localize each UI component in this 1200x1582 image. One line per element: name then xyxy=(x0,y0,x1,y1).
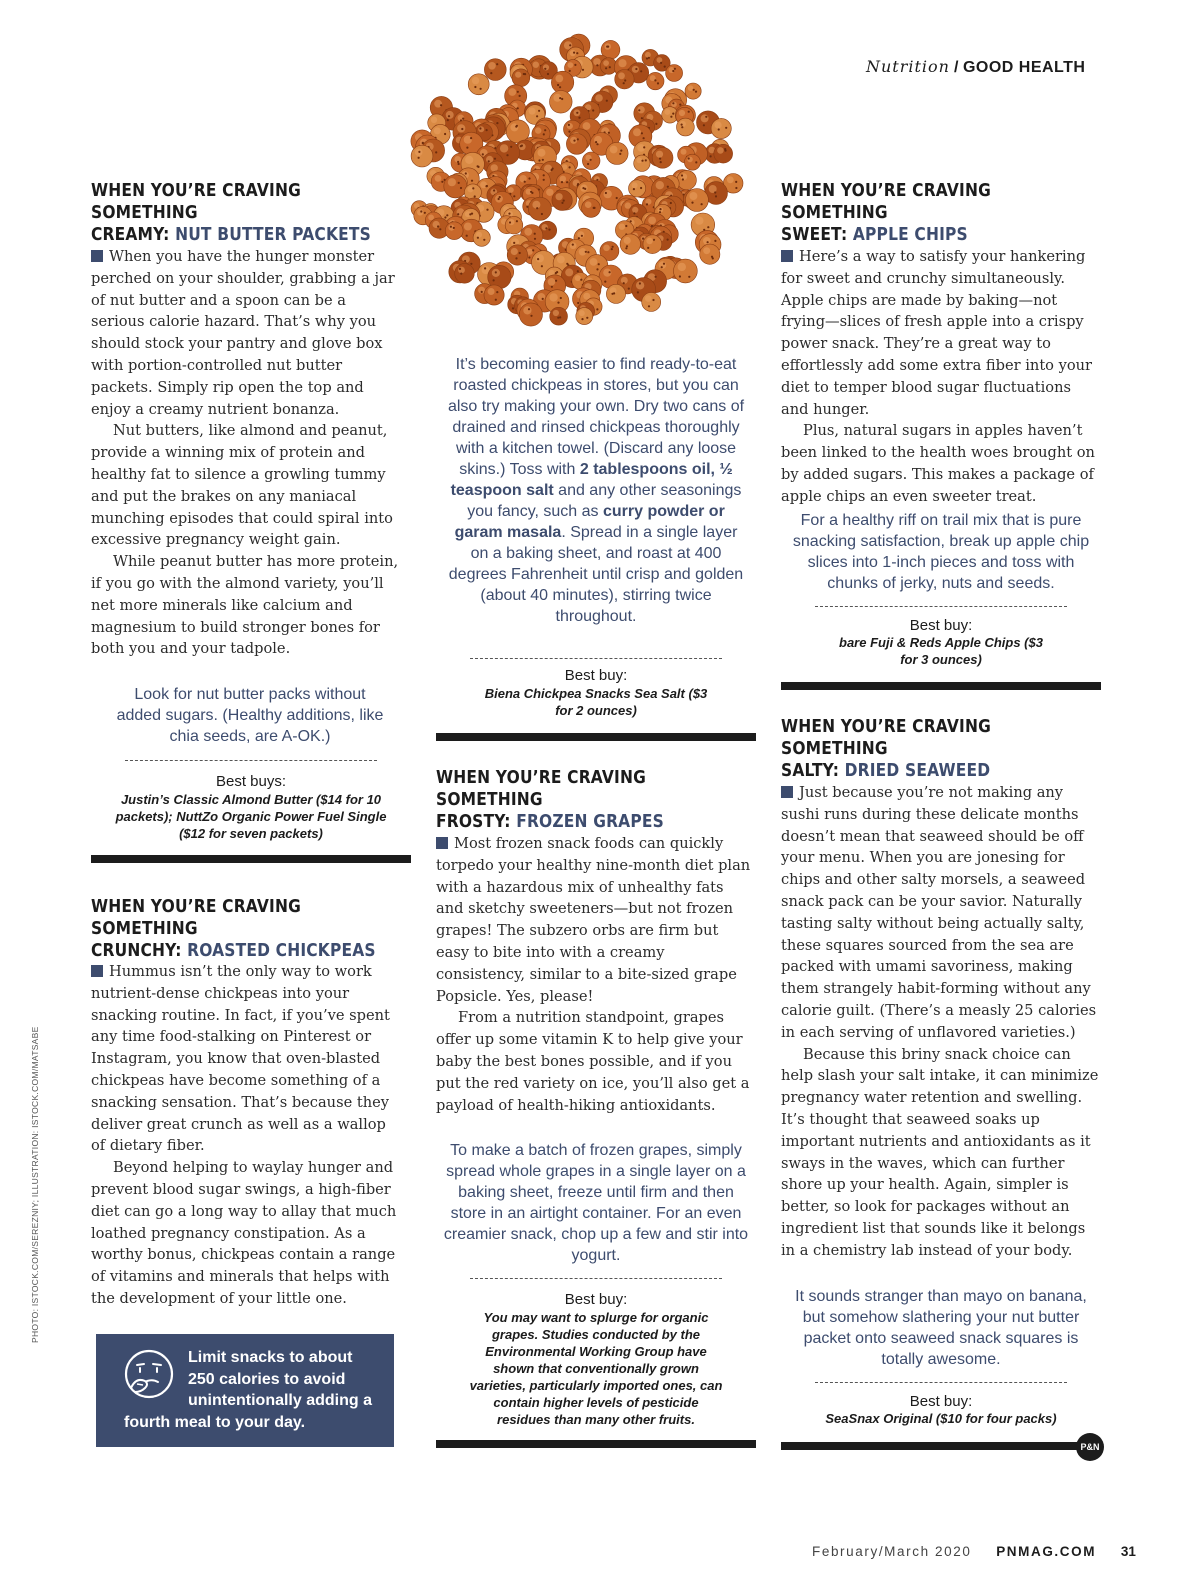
salty-heading-label: SALTY: xyxy=(781,760,840,781)
chickpea xyxy=(505,216,523,234)
chickpea xyxy=(606,142,628,164)
creamy-tip: Look for nut butter packs without added sugars. (Healthy additions, like chia seeds, are A-OK.) xyxy=(116,686,384,745)
frosty-best-buy-title: Best buy: xyxy=(564,1291,628,1308)
chickpea xyxy=(550,307,568,325)
divider-dashed xyxy=(470,658,722,659)
sweet-heading xyxy=(781,180,1091,246)
chickpea xyxy=(652,147,673,168)
chickpea xyxy=(576,308,593,325)
chickpea xyxy=(507,245,527,265)
frosty-heading-prefix: WHEN YOU’RE CRAVING SOMETHING xyxy=(436,767,646,810)
chickpea xyxy=(634,155,650,171)
chickpea xyxy=(551,71,573,93)
crunchy-paragraph-2: Beyond helping to waylay hunger and prevent blood sugar swings, a high-fiber diet can go a long way to allay that much loathed pregnancy constipation. As a worthy bonus, chickpeas contain a range of vitamins and minerals that helps with the development of your little one. xyxy=(91,1159,397,1307)
chickpea xyxy=(714,144,733,163)
crunchy-paragraph-1: Hummus isn’t the only way to work nutrient-dense chickpeas into your snacking routine. In fact, if you’ve spent any time food-stalking on Pinterest or Instagram, you know that oven-blasted chickpeas have become something of a snacking sensation. That’s because they deliver great crunch as well as a wallop of dietary fiber. xyxy=(91,963,390,1155)
chickpea xyxy=(700,244,720,264)
salty-best-buy-title: Best buy: xyxy=(909,1393,973,1410)
divider-dashed xyxy=(125,760,377,761)
callout-icon-spacer xyxy=(124,1347,188,1411)
chickpea xyxy=(711,118,731,138)
crunchy-tip xyxy=(447,354,745,627)
sweet-body xyxy=(781,246,1099,508)
footer-page-number: 31 xyxy=(1120,1544,1136,1559)
divider-dashed xyxy=(815,1382,1067,1383)
sweet-best-buy-title: Best buy: xyxy=(909,617,973,634)
crunchy-tip-d: curry powder or garam masala xyxy=(454,503,725,541)
frosty-paragraph-2: From a nutrition standpoint, grapes offer up some vitamin K to help give your baby the best bones possible, and if you put the red variety on ice, you’ll also get a payload of health-hiking antioxidants. xyxy=(436,1009,750,1114)
end-mark: P&N xyxy=(1076,1433,1104,1461)
square-bullet-icon xyxy=(781,786,793,798)
sweet-heading-prefix: WHEN YOU’RE CRAVING SOMETHING xyxy=(781,180,991,223)
chickpea xyxy=(566,134,587,155)
salty-tip: It sounds stranger than mayo on banana, but somehow slathering your nut butter packet onto seaweed snack squares is totally awesome. xyxy=(795,1288,1087,1368)
frosty-heading-accent: FROZEN GRAPES xyxy=(516,811,664,832)
crunchy-best-buy-title: Best buy: xyxy=(564,667,628,684)
chickpea xyxy=(582,199,601,218)
chickpea xyxy=(615,70,634,89)
crunchy-tip-b: 2 tablespoons oil, ½ teaspoon salt xyxy=(450,461,733,499)
section-rule xyxy=(91,855,411,863)
chickpea xyxy=(606,284,625,303)
crunchy-tip-c: and any other seasonings you fancy, such as xyxy=(467,482,742,520)
chickpea xyxy=(685,189,708,212)
sweet-heading-label: SWEET: xyxy=(781,224,848,245)
creamy-heading-label: CREAMY: xyxy=(91,224,170,245)
header-separator: / xyxy=(953,59,959,76)
callout-text-wrap xyxy=(124,1347,379,1433)
creamy-heading xyxy=(91,180,401,246)
chickpea xyxy=(484,59,506,81)
chickpea xyxy=(552,190,572,210)
salty-body xyxy=(781,782,1101,1262)
chickpea xyxy=(642,293,661,312)
crunchy-tip-a: It’s becoming easier to find ready-to-eat roasted chickpeas in stores, but you can also try making your own. Dry two cans of drained and rinsed chickpeas thoroughly with a kitchen towel. (Discard any loose skins.) Toss with xyxy=(447,356,745,478)
crunchy-heading xyxy=(91,896,401,962)
chickpea xyxy=(484,285,504,305)
calorie-callout xyxy=(96,1334,394,1447)
section-rule xyxy=(436,733,756,741)
salty-paragraph-2: Because this briny snack choice can help slash your salt intake, it can minimize pregnancy water retention and swelling. It’s thought that seaweed soaks up important nutrients and antioxidants as it sways in the waves, which can further shore up your health. Again, simpler is better, so look for packages without an ingredient list that sounds like it belongs in a chemistry lab instead of your body. xyxy=(781,1045,1099,1259)
chickpea xyxy=(519,303,542,326)
crunchy-body xyxy=(91,961,403,1310)
chickpea xyxy=(643,235,662,254)
chickpea xyxy=(582,152,600,170)
crunchy-tip-e: . Spread in a single layer on a baking sheet, and roast at 400 degrees Fahrenheit until crisp and golden (about 40 minutes), stirring twice throughout. xyxy=(448,524,744,625)
creamy-best-buy-title: Best buys: xyxy=(215,773,287,790)
square-bullet-icon xyxy=(436,837,448,849)
creamy-heading-prefix: WHEN YOU’RE CRAVING SOMETHING xyxy=(91,180,301,223)
salty-heading xyxy=(781,716,1091,782)
frosty-heading xyxy=(436,767,746,833)
chickpea xyxy=(468,74,489,95)
chickpea xyxy=(685,83,701,99)
roasted-chickpeas-photo xyxy=(400,30,750,335)
sweet-best-buy-item: bare Fuji & Reds Apple Chips ($3 for 3 ounces) xyxy=(839,635,1043,667)
salty-heading-prefix: WHEN YOU’RE CRAVING SOMETHING xyxy=(781,716,991,759)
chickpea xyxy=(445,222,463,240)
creamy-paragraph-3: While peanut butter has more protein, if you go with the almond variety, you’ll net more minerals like calcium and magnesium to build stronger bones for both you and your tadpole. xyxy=(91,553,399,658)
creamy-paragraph-1: When you have the hunger monster perched on your shoulder, grabbing a jar of nut butter and a spoon can be a serious calorie hazard. That’s why you should stock your pantry and glove box with portion-controlled nut butter packets. Simply rip open the top and enjoy a creamy nutrient bonanza. xyxy=(91,248,395,418)
salty-heading-accent: DRIED SEAWEED xyxy=(844,760,991,781)
chickpea xyxy=(620,234,640,254)
header-category: Nutrition xyxy=(866,57,950,76)
chickpea xyxy=(677,170,696,189)
chickpea xyxy=(455,264,475,284)
sweet-paragraph-1: Here’s a way to satisfy your hankering for sweet and crunchy simultaneously. Apple chips are made by baking—not frying—slices of fresh apple into a crispy power snack. They’re a great way to effortlessly add some extra fiber into your diet to temper blood sugar fluctuations and hunger. xyxy=(781,248,1093,418)
sweet-paragraph-2: Plus, natural sugars in apples haven’t been linked to the health woes brought on by added sugars. This makes a package of apple chips an even sweeter treat. xyxy=(781,422,1095,505)
footer xyxy=(812,1544,1136,1559)
sweet-tip: For a healthy riff on trail mix that is pure snacking satisfaction, break up apple chip slices into 1-inch pieces and toss with chunks of jerky, nuts and seeds. xyxy=(792,512,1090,592)
creamy-paragraph-2: Nut butters, like almond and peanut, provide a winning mix of protein and healthy fat to silence a growling tummy and put the brakes on any maniacal munching episodes that could spiral into excessive pregnancy weight gain. xyxy=(91,422,393,549)
frosty-best-buy-item: You may want to splurge for organic grapes. Studies conducted by the Environmental Working Group have shown that conventionally grown varieties, particularly imported ones, can contain higher levels of pesticide residues than many other fruits. xyxy=(469,1310,723,1427)
footer-site: PNMAG.COM xyxy=(996,1544,1097,1559)
creamy-best-buy-item: Justin’s Classic Almond Butter ($14 for 10 packets); NuttZo Organic Power Fuel Single ($12 for seven packets) xyxy=(115,792,387,841)
frosty-body xyxy=(436,833,754,1116)
chickpea xyxy=(684,154,700,170)
square-bullet-icon xyxy=(91,965,103,977)
section-rule xyxy=(436,1440,756,1448)
divider-dashed xyxy=(470,1278,722,1279)
footer-issue: February/March 2020 xyxy=(812,1544,972,1559)
photo-credit: PHOTO: ISTOCK.COM/SEREZNIY; ILLUSTRATION: ISTOCK.COM/MATSABE xyxy=(30,1026,40,1343)
chickpea xyxy=(512,69,530,87)
chickpea xyxy=(550,91,573,114)
chickpea xyxy=(411,145,433,167)
section-rule xyxy=(781,682,1101,690)
chickpea xyxy=(629,180,646,197)
salty-best-buy-item: SeaSnax Original ($10 for four packs) xyxy=(825,1411,1057,1426)
sweet-heading-accent: APPLE CHIPS xyxy=(852,224,968,245)
crunchy-heading-accent: ROASTED CHICKPEAS xyxy=(187,940,376,961)
crunchy-heading-label: CRUNCHY: xyxy=(91,940,182,961)
chickpea xyxy=(528,197,551,220)
creamy-body xyxy=(91,246,403,660)
chickpea xyxy=(674,259,698,283)
square-bullet-icon xyxy=(781,250,793,262)
section-rule xyxy=(781,1442,1081,1450)
frosty-paragraph-1: Most frozen snack foods can quickly torpedo your healthy nine-month diet plan with a hazardous mix of unhealthy fats and sketchy sweeteners—but not frozen grapes! The subzero orbs are firm but easy to bite into with a creamy consistency, similar to a bite-sized grape Popsicle. Yes, please! xyxy=(436,835,751,1005)
square-bullet-icon xyxy=(91,250,103,262)
divider-dashed xyxy=(815,606,1067,607)
chickpea xyxy=(677,118,695,136)
salty-paragraph-1: Just because you’re not making any sushi runs during these delicate months doesn’t mean that seaweed should be off your menu. When you are jonesing for chips and other salty morsels, a seaweed snack pack can be your savior. Naturally tasting salty without being actually salty, these squares sourced from the sea are packed with umami savoriness, making them strangely habit-forming without any calorie guilt. (There’s a measly 25 calories in each serving of unflavored varieties.) xyxy=(781,784,1097,1041)
frosty-heading-label: FROSTY: xyxy=(436,811,511,832)
chickpea xyxy=(647,72,664,89)
crunchy-best-buy-item: Biena Chickpea Snacks Sea Salt ($3 for 2 ounces) xyxy=(484,686,708,718)
header-section: GOOD HEALTH xyxy=(962,59,1086,76)
creamy-heading-accent: NUT BUTTER PACKETS xyxy=(175,224,371,245)
crunchy-heading-prefix: WHEN YOU’RE CRAVING SOMETHING xyxy=(91,896,301,939)
chickpea xyxy=(473,229,490,246)
chickpea xyxy=(666,65,683,82)
frosty-tip: To make a batch of frozen grapes, simply spread whole grapes in a single layer on a baking sheet, freeze until firm and then store in an airtight container. For an even creamier snack, chop up a few and stir into yogurt. xyxy=(443,1142,749,1264)
chickpea xyxy=(444,175,467,198)
callout-text: Limit snacks to about 250 calories to avoid unintentionally adding a fourth meal to your day. xyxy=(124,1349,372,1431)
running-header xyxy=(866,57,1085,77)
